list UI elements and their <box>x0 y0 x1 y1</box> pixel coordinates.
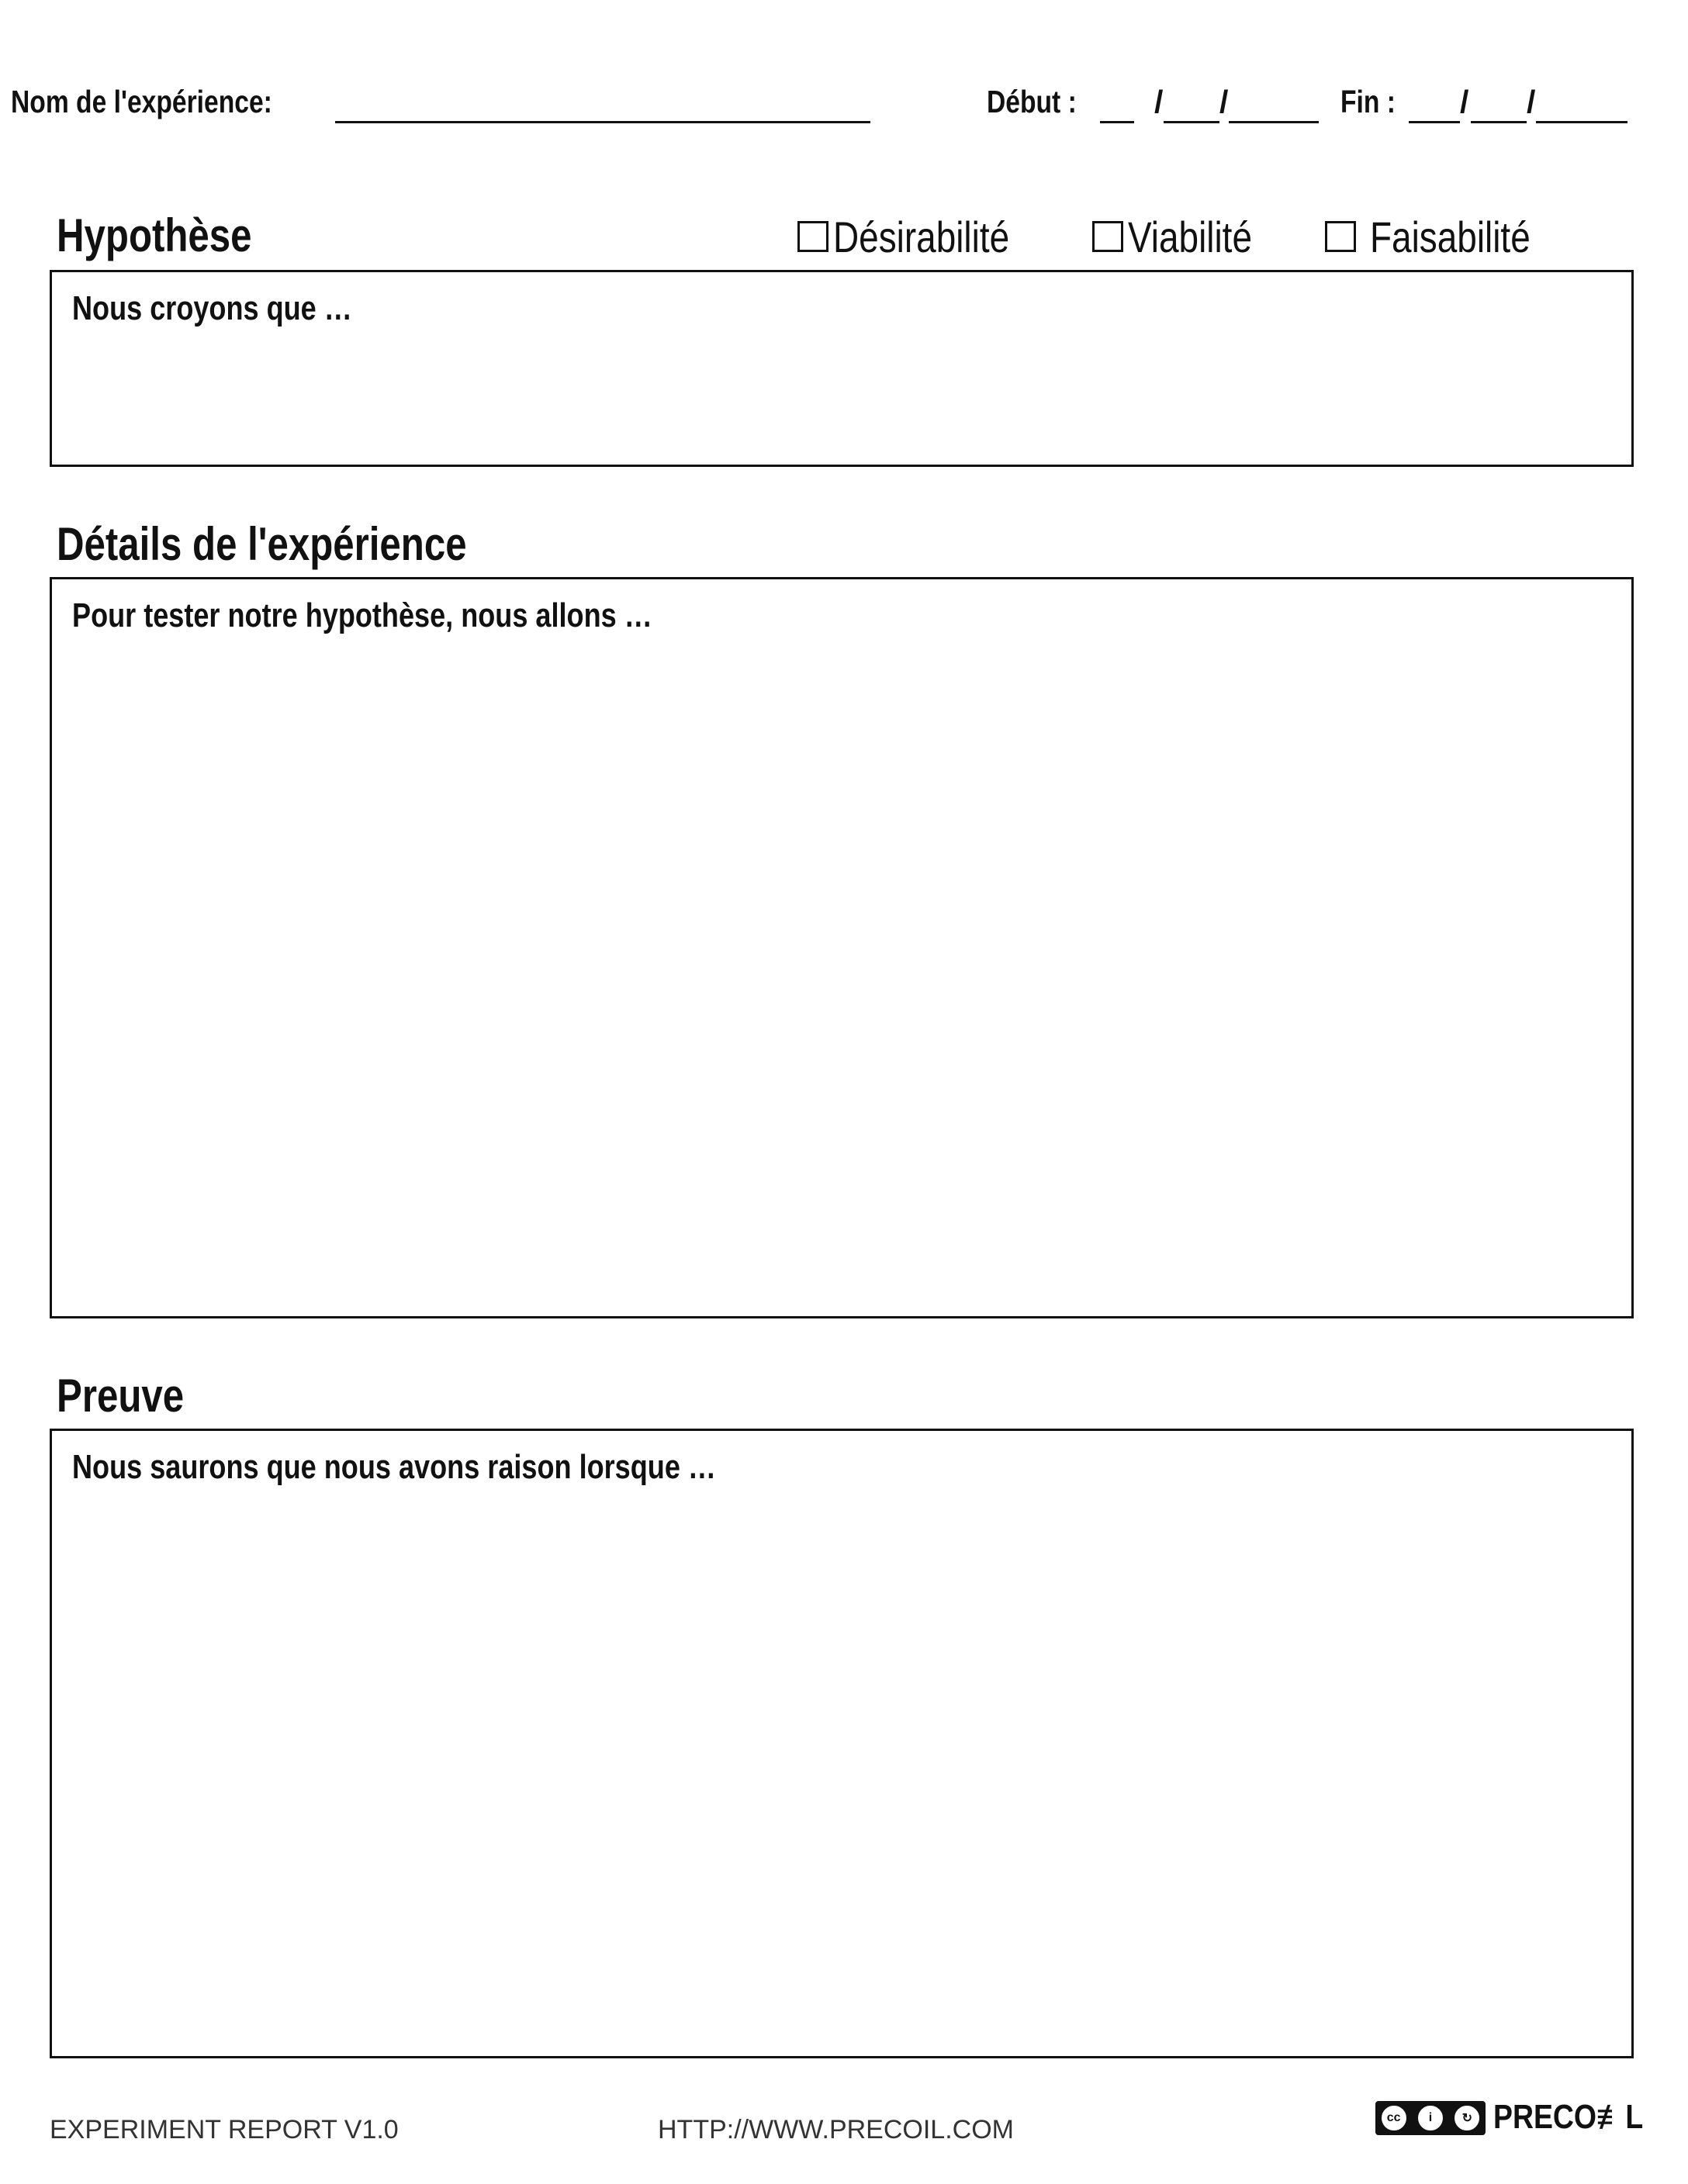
checkbox-box[interactable] <box>1325 221 1356 252</box>
start-year-field[interactable] <box>1229 121 1319 123</box>
by-icon: i <box>1416 2104 1444 2132</box>
header-row <box>0 81 1688 135</box>
viability-label: Viabilité <box>1128 212 1252 261</box>
desirability-label: Désirabilité <box>833 212 1010 261</box>
viability-checkbox[interactable] <box>1092 209 1279 264</box>
start-date-label: Début : <box>987 84 1077 119</box>
precoil-logo: PRECO≢L <box>1493 2098 1644 2136</box>
evidence-prompt: Nous saurons que nous avons raison lorsque … <box>72 1448 717 1486</box>
date-separator: / <box>1527 84 1536 119</box>
evidence-box[interactable] <box>50 1429 1634 2058</box>
details-title: Détails de l'expérience <box>57 518 467 570</box>
footer-url[interactable]: HTTP://WWW.PRECOIL.COM <box>658 2115 1014 2144</box>
end-year-field[interactable] <box>1536 121 1627 123</box>
start-day-field[interactable] <box>1100 121 1134 123</box>
end-day-field[interactable] <box>1409 121 1460 123</box>
details-box[interactable] <box>50 577 1634 1318</box>
sa-icon: ↻ <box>1453 2104 1481 2132</box>
footer-version: EXPERIMENT REPORT V1.0 <box>50 2115 399 2144</box>
hypothesis-title: Hypothèse <box>57 209 252 261</box>
checkbox-box[interactable] <box>797 221 828 252</box>
hypothesis-prompt: Nous croyons que … <box>72 289 352 327</box>
cc-license-icon <box>1375 2101 1486 2135</box>
experiment-name-label: Nom de l'expérience: <box>11 84 272 119</box>
experiment-name-field[interactable] <box>335 121 870 123</box>
cc-icon: cc <box>1380 2104 1408 2132</box>
hypothesis-box[interactable] <box>50 270 1634 467</box>
end-month-field[interactable] <box>1471 121 1527 123</box>
date-separator: / <box>1154 84 1164 119</box>
desirability-checkbox[interactable] <box>797 209 1048 264</box>
feasibility-checkbox[interactable] <box>1325 209 1565 264</box>
date-separator: / <box>1219 84 1229 119</box>
details-prompt: Pour tester notre hypothèse, nous allons … <box>72 596 652 634</box>
end-date-label: Fin : <box>1340 84 1396 119</box>
feasibility-label: Faisabilité <box>1370 212 1531 261</box>
evidence-title: Preuve <box>57 1370 185 1422</box>
date-separator: / <box>1460 84 1469 119</box>
checkbox-box[interactable] <box>1092 221 1123 252</box>
start-month-field[interactable] <box>1164 121 1219 123</box>
